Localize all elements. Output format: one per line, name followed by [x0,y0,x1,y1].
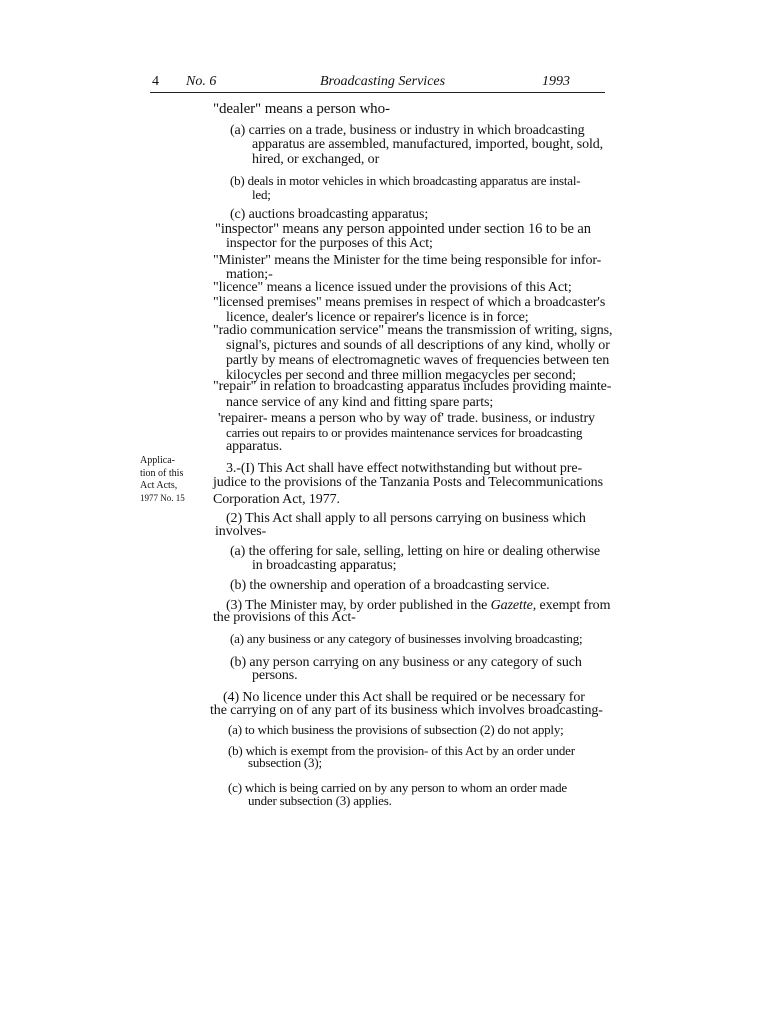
body-line: (a) carries on a trade, business or industry in which broadcasting [230,123,585,138]
definition-inspector: "inspector" means any person appointed under section 16 to be an [215,221,591,237]
body-line: apparatus are assembled, manufactured, imported, bought, sold, [252,137,604,152]
section-3-4: (4) No licence under this Act shall be required or be necessary for [223,690,585,705]
body-line: (b) which is exempt from the provision- of this Act by an order under [228,743,575,758]
body-line: licence, dealer's licence or repairer's licence is in force; [226,310,529,325]
margin-note-line: Act Acts, [140,480,178,491]
body-line: kilocycles per second and three million megacycles per second; [226,368,576,383]
body-line: (a) to which business the provisions of subsection (2) do not apply; [228,722,564,737]
margin-note-line: tion of this [140,468,184,479]
body-line: involves- [215,524,267,539]
section-3-1: 3.-(I) This Act shall have effect notwithstanding but without pre- [226,461,583,476]
body-line: led; [252,187,271,202]
body-text: (3) The Minister may, by order published in the [226,598,488,613]
section-3-2: (2) This Act shall apply to all persons carrying on business which [226,511,586,526]
body-line: signal's, pictures and sounds of all descriptions of any kind, wholly or [226,338,610,353]
body-line: nance service of any kind and fitting spare parts; [226,395,494,410]
body-line: the carrying on of any part of its business which involves broadcasting- [210,703,603,718]
page-number: 4 [152,74,159,89]
body-line: (b) the ownership and operation of a broadcasting service. [230,578,550,593]
body-line: (c) which is being carried on by any person to whom an order made [228,780,567,795]
body-line: partly by means of electromagnetic waves of frequencies between ten [226,353,610,368]
gazette-reference: Gazette, [490,598,537,613]
body-line: Corporation Act, 1977. [213,492,340,507]
body-line: persons. [252,668,298,683]
body-line: carries out repairs to or provides maintenance services for broadcasting [226,425,583,440]
body-line: (a) any business or any category of businesses involving broadcasting; [230,631,583,646]
body-line: (c) auctions broadcasting apparatus; [230,207,429,222]
body-line: subsection (3); [248,755,322,770]
issue-number: No. 6 [186,74,217,89]
body-line: inspector for the purposes of this Act; [226,236,433,251]
definition-dealer: "dealer" means a person who- [213,101,390,117]
body-line: in broadcasting apparatus; [252,558,397,573]
definition-radio-communication-service: "radio communication service" means the transmission of writing, signs, [213,323,613,338]
body-line: the provisions of this Act- [213,610,356,625]
margin-note-line: Applica- [140,455,175,466]
body-line: hired, or exchanged, or [252,152,380,167]
definition-licensed-premises: "licensed premises" means premises in respect of which a broadcaster's [213,295,606,310]
body-text: exempt from [539,598,611,613]
body-line: mation;- [226,267,273,282]
margin-note-line: 1977 No. 15 [140,493,185,503]
body-line: (b) any person carrying on any business or any category of such [230,655,582,670]
body-line: (a) the offering for sale, selling, letting on hire or dealing otherwise [230,544,601,559]
definition-repairer: 'repairer- means a person who by way of' trade. business, or industry [218,411,595,426]
body-line: apparatus. [226,439,283,454]
definition-repair: "repair" in relation to broadcasting apparatus includes providing mainte- [213,379,612,394]
definition-minister: "Minister" means the Minister for the time being responsible for infor- [213,253,602,268]
header-rule [150,92,605,93]
body-line: under subsection (3) applies. [248,793,392,808]
definition-licence: "licence" means a licence issued under the provisions of this Act; [213,280,572,295]
year: 1993 [542,74,570,89]
running-title: Broadcasting Services [320,74,446,89]
body-line: (b) deals in motor vehicles in which broadcasting apparatus are instal- [230,173,581,188]
body-line: judice to the provisions of the Tanzania Posts and Telecommunications [213,475,603,490]
